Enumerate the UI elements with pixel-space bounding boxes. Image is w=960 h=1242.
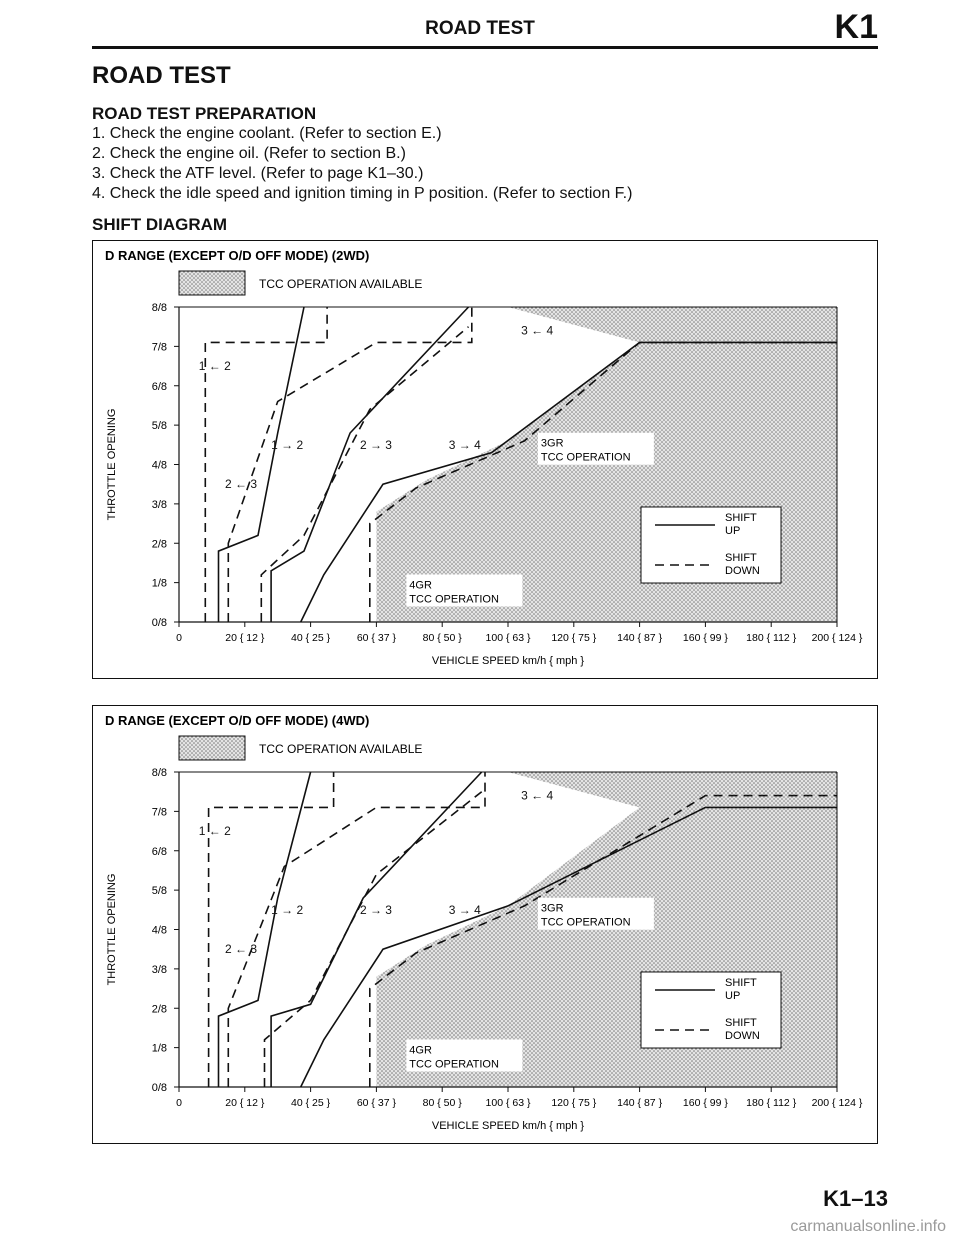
y-tick-label: 2/8 — [151, 538, 167, 551]
preparation-steps — [92, 124, 632, 204]
y-tick-label: 8/8 — [151, 767, 167, 779]
x-tick-label: 200 { 124 } — [811, 632, 863, 644]
y-tick-label: 4/8 — [151, 459, 167, 472]
tcc-legend-swatch — [179, 271, 245, 295]
chart-panel-2wd — [92, 240, 878, 679]
y-tick-label: 0/8 — [151, 1082, 167, 1094]
y-tick-label: 4/8 — [151, 924, 167, 937]
region-label-line1: 4GR — [409, 579, 432, 592]
shift-label: 2 → 3 — [359, 902, 392, 917]
y-tick-label: 5/8 — [151, 420, 167, 433]
y-tick-label: 2/8 — [151, 1003, 167, 1016]
shift-label: 1 ← 2 — [198, 359, 231, 373]
section-code: K1 — [834, 8, 878, 46]
shift-label: 1 → 2 — [271, 902, 304, 917]
region-label-line2: TCC OPERATION — [409, 593, 499, 606]
x-axis-label: VEHICLE SPEED km/h { mph } — [431, 1120, 585, 1132]
x-tick-label: 0 — [176, 1097, 182, 1109]
tcc-legend-label: TCC OPERATION AVAILABLE — [259, 277, 423, 291]
y-tick-label: 1/8 — [151, 1042, 167, 1055]
shift-label: 2 ← 3 — [225, 942, 258, 957]
shift-label: 3 ← 4 — [521, 323, 554, 338]
y-axis-label: THROTTLE OPENING — [106, 408, 118, 521]
chart-title: D RANGE (EXCEPT O/D OFF MODE) (4WD) — [105, 713, 370, 728]
legend-down-label-2: DOWN — [725, 565, 760, 577]
tcc-legend-label: TCC OPERATION AVAILABLE — [259, 742, 423, 756]
legend-up-label-1: SHIFT — [725, 512, 757, 524]
step-2: 2. Check the engine oil. (Refer to section B.) — [92, 145, 406, 162]
region-label-line2: TCC OPERATION — [540, 916, 631, 929]
x-tick-label: 40 { 25 } — [291, 1097, 331, 1109]
y-tick-label: 6/8 — [151, 380, 167, 393]
y-tick-label: 3/8 — [151, 963, 167, 976]
step-4: 4. Check the idle speed and ignition timing in P position. (Refer to section F.) — [92, 185, 633, 202]
series-line-down — [205, 307, 327, 622]
x-axis-label: VEHICLE SPEED km/h { mph } — [431, 655, 585, 667]
shift-label: 3 → 4 — [448, 437, 481, 452]
x-tick-label: 120 { 75 } — [551, 632, 597, 644]
header-title: ROAD TEST — [425, 18, 535, 39]
y-tick-label: 7/8 — [151, 806, 167, 819]
x-tick-label: 40 { 25 } — [291, 632, 331, 644]
shift-label: 3 ← 4 — [521, 788, 554, 803]
x-tick-label: 20 { 12 } — [225, 632, 265, 644]
shift-label: 1 ← 2 — [198, 824, 231, 838]
x-tick-label: 180 { 112 } — [746, 632, 797, 644]
x-tick-label: 80 { 50 } — [422, 632, 462, 644]
chart-4wd — [93, 706, 877, 1143]
region-label-line2: TCC OPERATION — [409, 1058, 499, 1071]
y-tick-label: 6/8 — [151, 845, 167, 858]
chart-2wd — [93, 241, 877, 678]
page-number: K1–13 — [823, 1186, 888, 1211]
region-label-line1: 3GR — [540, 437, 564, 450]
x-tick-label: 100 { 63 } — [485, 632, 531, 644]
x-tick-label: 100 { 63 } — [485, 1097, 531, 1109]
y-tick-label: 7/8 — [151, 341, 167, 354]
x-tick-label: 120 { 75 } — [551, 1097, 597, 1109]
step-1: 1. Check the engine coolant. (Refer to section E.) — [92, 125, 442, 142]
shift-label: 2 ← 3 — [225, 477, 258, 492]
shift-label: 1 → 2 — [271, 437, 304, 452]
x-tick-label: 60 { 37 } — [356, 1097, 396, 1109]
y-tick-label: 0/8 — [151, 617, 167, 629]
x-tick-label: 0 — [176, 632, 182, 644]
x-tick-label: 160 { 99 } — [682, 1097, 728, 1109]
preparation-title: ROAD TEST PREPARATION — [92, 104, 317, 123]
shift-label: 2 → 3 — [359, 437, 392, 452]
y-tick-label: 3/8 — [151, 498, 167, 511]
region-label-line1: 4GR — [409, 1044, 432, 1057]
region-label-line2: TCC OPERATION — [540, 451, 631, 464]
x-tick-label: 60 { 37 } — [356, 632, 396, 644]
shift-label: 3 → 4 — [448, 902, 481, 917]
header-divider — [92, 46, 878, 49]
x-tick-label: 160 { 99 } — [682, 632, 728, 644]
legend-down-label-2: DOWN — [725, 1030, 760, 1042]
y-tick-label: 1/8 — [151, 577, 167, 590]
x-tick-label: 140 { 87 } — [617, 632, 663, 644]
region-label-line1: 3GR — [540, 902, 564, 915]
tcc-legend-swatch — [179, 736, 245, 760]
legend-up-label-2: UP — [725, 525, 741, 537]
legend-down-label-1: SHIFT — [725, 552, 757, 564]
legend-up-label-2: UP — [725, 990, 741, 1002]
x-tick-label: 20 { 12 } — [225, 1097, 265, 1109]
page-heading: ROAD TEST — [92, 62, 231, 89]
step-3: 3. Check the ATF level. (Refer to page K1–30.) — [92, 165, 424, 182]
x-tick-label: 200 { 124 } — [811, 1097, 863, 1109]
legend-down-label-1: SHIFT — [725, 1017, 757, 1029]
legend-up-label-1: SHIFT — [725, 977, 757, 989]
y-tick-label: 8/8 — [151, 302, 167, 314]
shift-legend-box — [641, 972, 781, 1048]
x-tick-label: 180 { 112 } — [746, 1097, 797, 1109]
y-tick-label: 5/8 — [151, 885, 167, 898]
y-axis-label: THROTTLE OPENING — [106, 873, 118, 986]
x-tick-label: 140 { 87 } — [617, 1097, 663, 1109]
shift-legend-box — [641, 507, 781, 583]
chart-title: D RANGE (EXCEPT O/D OFF MODE) (2WD) — [105, 248, 370, 263]
watermark: carmanualsonline.info — [790, 1218, 946, 1235]
chart-panel-4wd — [92, 705, 878, 1144]
x-tick-label: 80 { 50 } — [422, 1097, 462, 1109]
shift-diagram-title: SHIFT DIAGRAM — [92, 215, 228, 234]
